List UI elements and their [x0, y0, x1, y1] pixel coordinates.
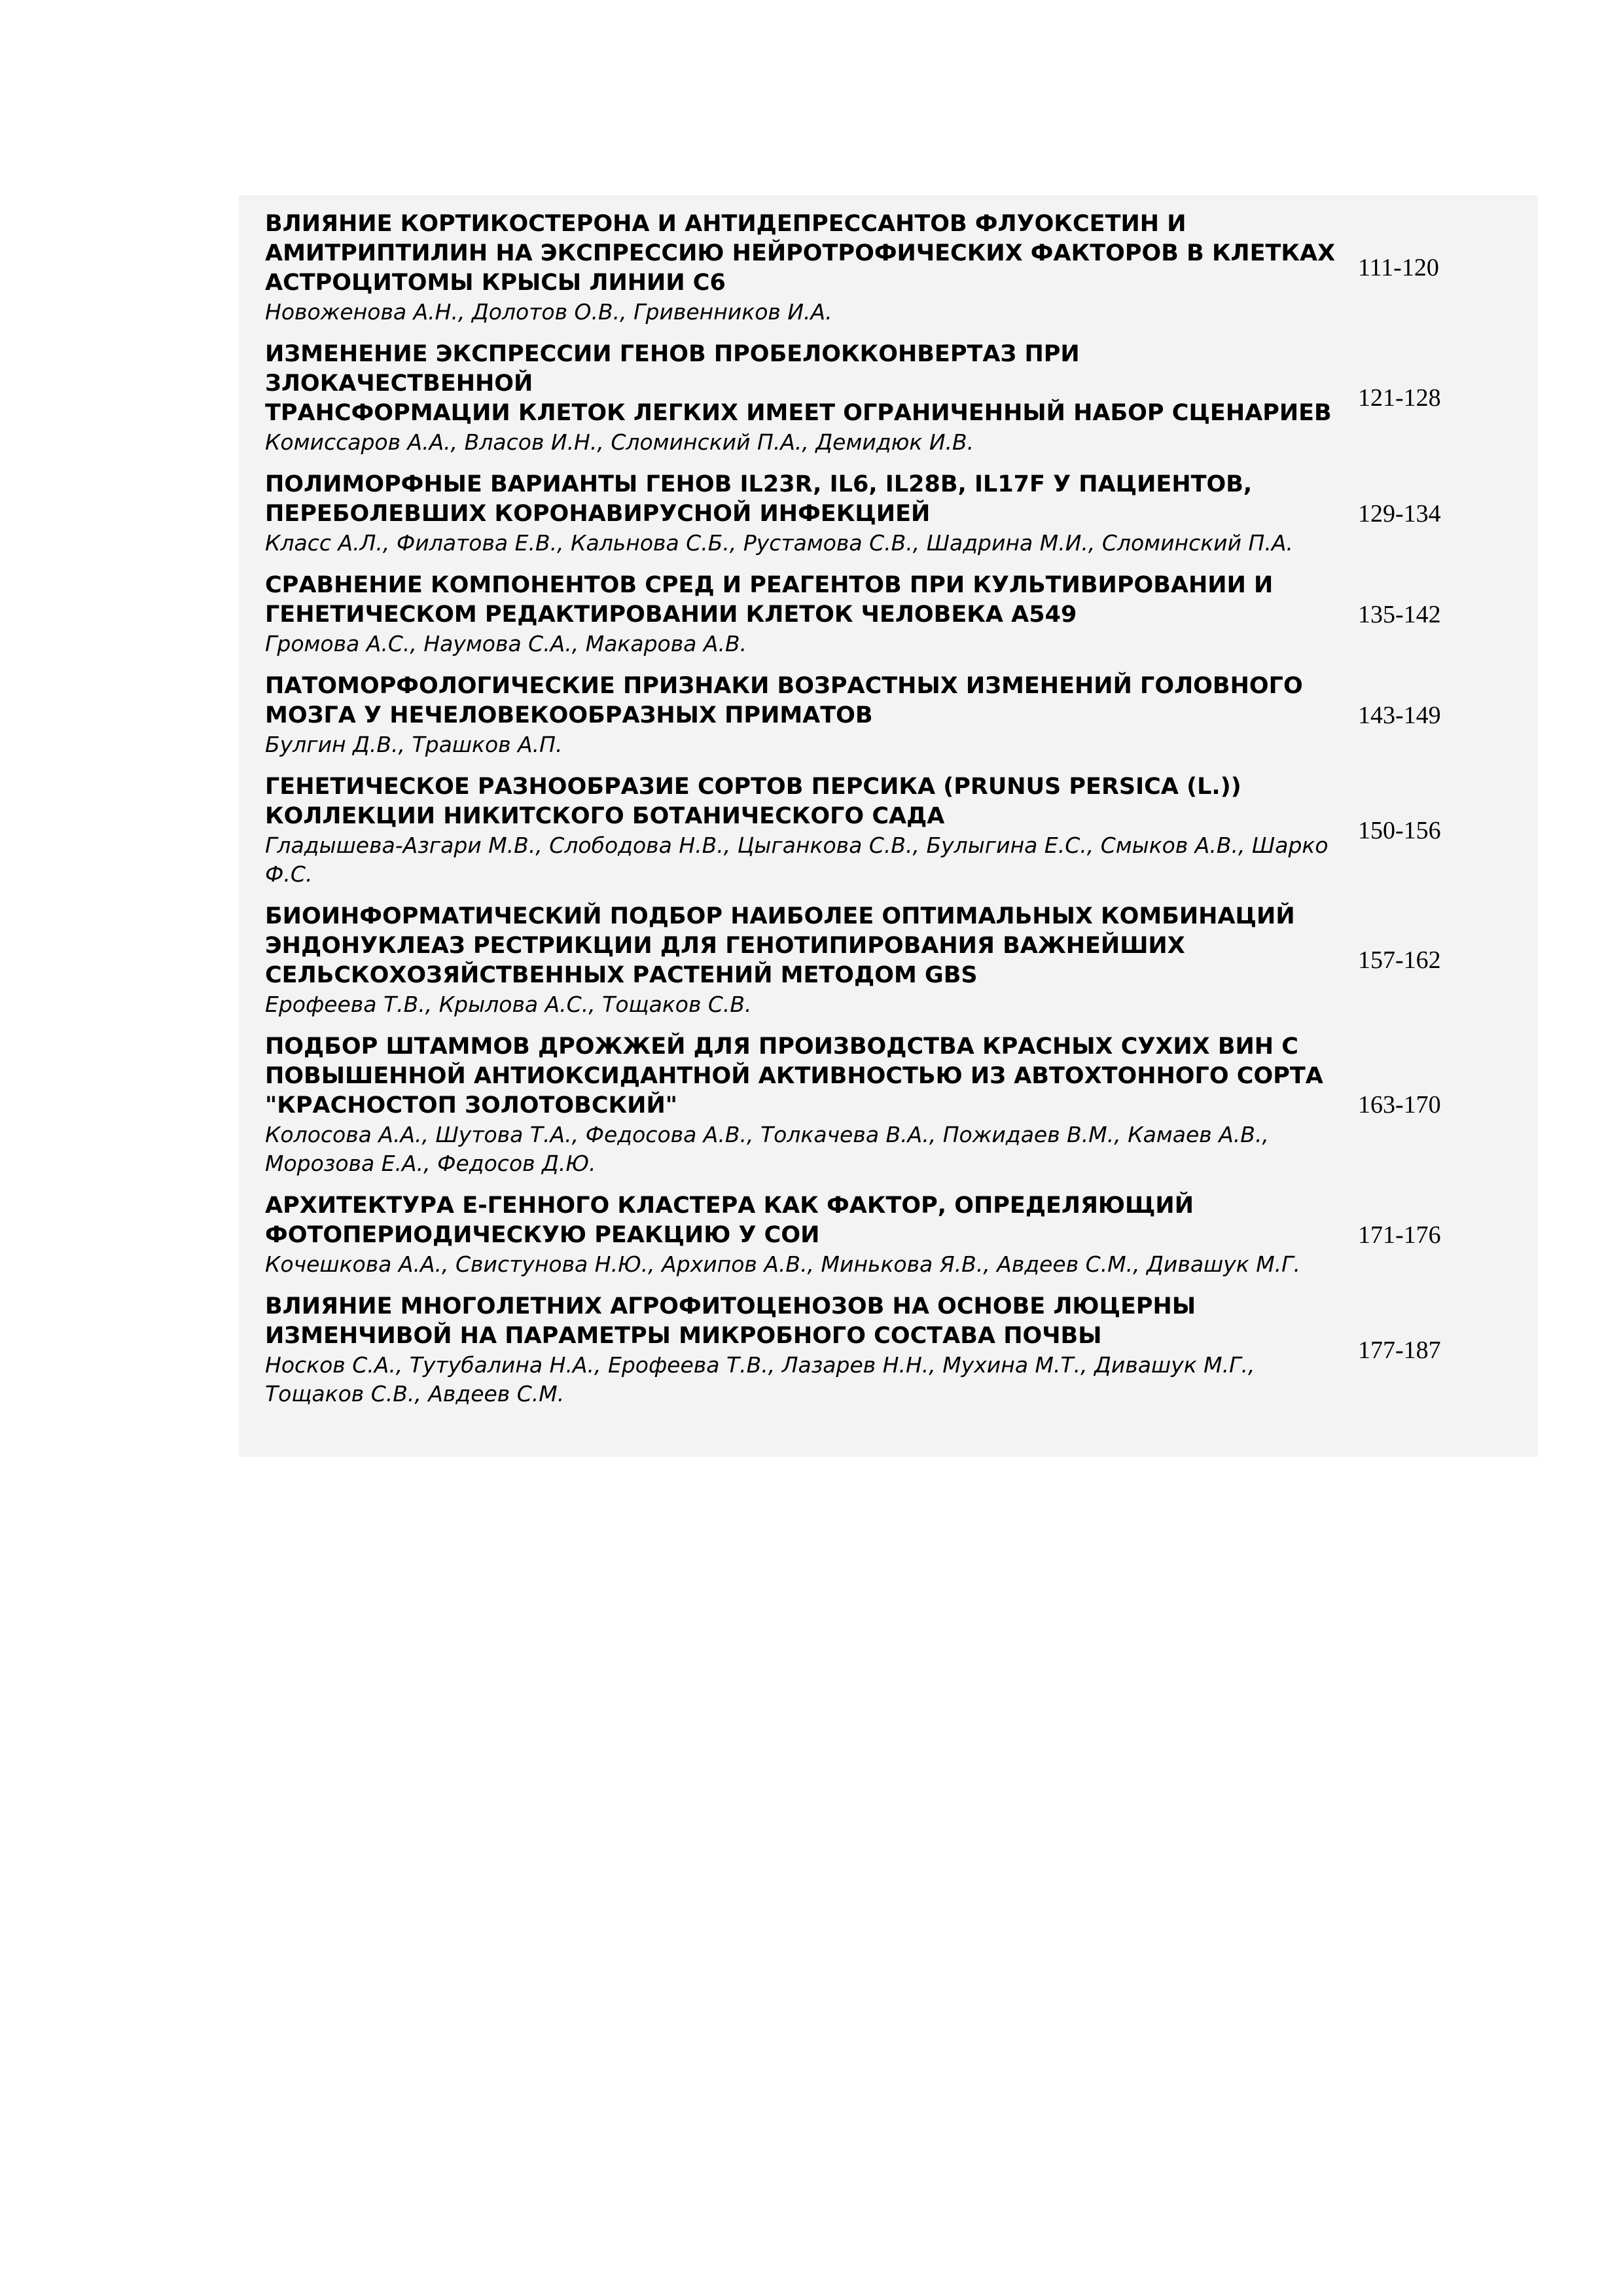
table-of-contents: [239, 195, 1538, 1457]
toc-entry: [265, 1032, 1538, 1178]
page-range: 171-176: [1358, 1221, 1441, 1249]
toc-entry: [265, 1292, 1538, 1408]
article-authors: Ерофеева Т.В., Крылова А.С., Тощаков С.В.: [265, 992, 752, 1017]
entry-text: [265, 571, 1351, 658]
entry-text: [265, 1032, 1351, 1178]
article-title: БИОИНФОРМАТИЧЕСКИЙ ПОДБОР НАИБОЛЕЕ ОПТИМАЛЬНЫХ КОМБИНАЦИЙ ЭНДОНУКЛЕАЗ РЕСТРИКЦИИ ДЛЯ ГЕНОТИПИРОВАНИЯ ВАЖНЕЙШИХ СЕЛЬСКОХОЗЯЙСТВЕННЫХ РАСТЕНИЙ МЕТОДОМ GBS: [265, 903, 1295, 988]
article-authors: Громова А.С., Наумова С.А., Макарова А.В.: [265, 631, 747, 656]
page-range: 129-134: [1358, 499, 1441, 528]
page-range: 157-162: [1358, 946, 1441, 974]
toc-entry: [265, 571, 1538, 658]
article-authors: Колосова А.А., Шутова Т.А., Федосова А.В., Толкачева В.А., Пожидаев В.М., Камаев А.В., Морозова Е.А., Федосов Д.Ю.: [265, 1122, 1269, 1176]
toc-entry: [265, 340, 1538, 457]
page-range: 163-170: [1358, 1091, 1441, 1119]
toc-entry: [265, 772, 1538, 889]
article-authors: Класс А.Л., Филатова Е.В., Кальнова С.Б., Рустамова С.В., Шадрина М.И., Сломинский П.А.: [265, 530, 1293, 556]
article-authors: Комиссаров А.А., Власов И.Н., Сломинский П.А., Демидюк И.В.: [265, 429, 974, 455]
article-title: ПОЛИМОРФНЫЕ ВАРИАНТЫ ГЕНОВ IL23R, IL6, IL28B, IL17F У ПАЦИЕНТОВ, ПЕРЕБОЛЕВШИХ КОРОНАВИРУСНОЙ ИНФЕКЦИЕЙ: [265, 471, 1253, 527]
entry-text: [265, 209, 1351, 327]
toc-entry: [265, 209, 1538, 327]
entry-text: [265, 902, 1351, 1019]
entry-text: [265, 1292, 1351, 1408]
page-range: 135-142: [1358, 600, 1441, 628]
article-title: ГЕНЕТИЧЕСКОЕ РАЗНООБРАЗИЕ СОРТОВ ПЕРСИКА (PRUNUS PERSICA (L.)) КОЛЛЕКЦИИ НИКИТСКОГО БОТАНИЧЕСКОГО САДА: [265, 774, 1241, 829]
article-title: ИЗМЕНЕНИЕ ЭКСПРЕССИИ ГЕНОВ ПРОБЕЛОККОНВЕРТАЗ ПРИ ЗЛОКАЧЕСТВЕННОЙ ТРАНСФОРМАЦИИ КЛЕТОК ЛЕГКИХ ИМЕЕТ ОГРАНИЧЕННЫЙ НАБОР СЦЕНАРИЕВ: [265, 341, 1332, 426]
toc-list: [265, 209, 1538, 1422]
entry-text: [265, 340, 1351, 457]
article-title: ВЛИЯНИЕ КОРТИКОСТЕРОНА И АНТИДЕПРЕССАНТОВ ФЛУОКСЕТИН И АМИТРИПТИЛИН НА ЭКСПРЕССИЮ НЕЙРОТРОФИЧЕСКИХ ФАКТОРОВ В КЛЕТКАХ АСТРОЦИТОМЫ КРЫСЫ ЛИНИИ С6: [265, 211, 1336, 296]
toc-entry: [265, 902, 1538, 1019]
article-title: ПАТОМОРФОЛОГИЧЕСКИЕ ПРИЗНАКИ ВОЗРАСТНЫХ ИЗМЕНЕНИЙ ГОЛОВНОГО МОЗГА У НЕЧЕЛОВЕКООБРАЗНЫХ ПРИМАТОВ: [265, 673, 1303, 728]
article-authors: Булгин Д.В., Трашков А.П.: [265, 732, 563, 757]
page-range: 111-120: [1358, 254, 1439, 281]
article-authors: Новоженова А.Н., Долотов О.В., Гривенников И.А.: [265, 299, 832, 325]
article-title: СРАВНЕНИЕ КОМПОНЕНТОВ СРЕД И РЕАГЕНТОВ ПРИ КУЛЬТИВИРОВАНИИ И ГЕНЕТИЧЕСКОМ РЕДАКТИРОВАНИИ КЛЕТОК ЧЕЛОВЕКА А549: [265, 572, 1274, 628]
toc-entry: [265, 672, 1538, 759]
entry-text: [265, 1191, 1351, 1279]
article-authors: Носков С.А., Тутубалина Н.А., Ерофеева Т.В., Лазарев Н.Н., Мухина М.Т., Дивашук М.Г., Тощаков С.В., Авдеев С.М.: [265, 1352, 1255, 1407]
toc-entry: [265, 470, 1538, 558]
page-range: 121-128: [1358, 384, 1441, 412]
page-range: 143-149: [1358, 701, 1441, 729]
entry-text: [265, 672, 1351, 759]
article-title: АРХИТЕКТУРА Е-ГЕННОГО КЛАСТЕРА КАК ФАКТОР, ОПРЕДЕЛЯЮЩИЙ ФОТОПЕРИОДИЧЕСКУЮ РЕАКЦИЮ У СОИ: [265, 1193, 1194, 1248]
article-authors: Гладышева-Азгари М.В., Слободова Н.В., Цыганкова С.В., Булыгина Е.С., Смыков А.В., Шарко Ф.С.: [265, 833, 1329, 887]
article-title: ПОДБОР ШТАММОВ ДРОЖЖЕЙ ДЛЯ ПРОИЗВОДСТВА КРАСНЫХ СУХИХ ВИН С ПОВЫШЕННОЙ АНТИОКСИДАНТНОЙ АКТИВНОСТЬЮ ИЗ АВТОХТОННОГО СОРТА "КРАСНОСТОП ЗОЛОТОВСКИЙ": [265, 1033, 1323, 1119]
page-range: 177-187: [1358, 1336, 1441, 1364]
page-range: 150-156: [1358, 816, 1441, 844]
entry-text: [265, 470, 1351, 558]
toc-entry: [265, 1191, 1538, 1279]
entry-text: [265, 772, 1351, 889]
article-authors: Кочешкова А.А., Свистунова Н.Ю., Архипов А.В., Минькова Я.В., Авдеев С.М., Дивашук М.Г.: [265, 1251, 1301, 1277]
article-title: ВЛИЯНИЕ МНОГОЛЕТНИХ АГРОФИТОЦЕНОЗОВ НА ОСНОВЕ ЛЮЦЕРНЫ ИЗМЕНЧИВОЙ НА ПАРАМЕТРЫ МИКРОБНОГО СОСТАВА ПОЧВЫ: [265, 1293, 1196, 1349]
